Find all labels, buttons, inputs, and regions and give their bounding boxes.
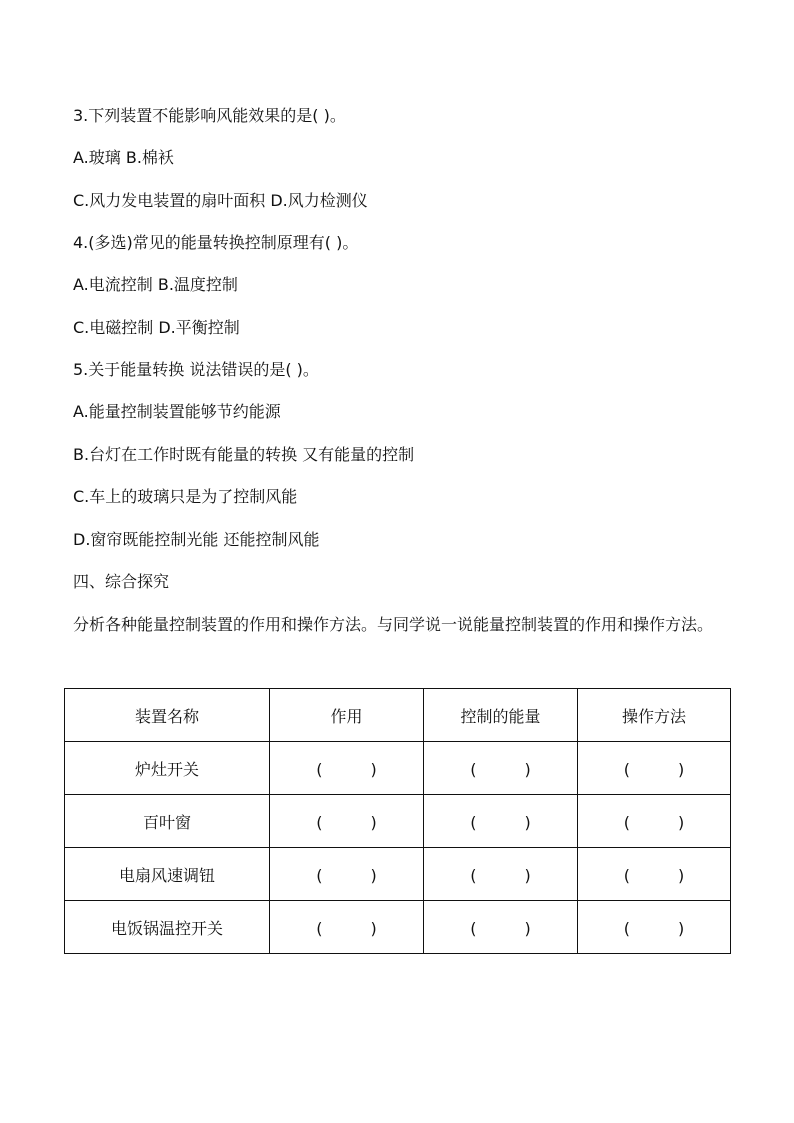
table-row — [65, 848, 731, 901]
question-3: 3.下列装置不能影响风能效果的是( )。 — [73, 106, 346, 125]
answer-blank[interactable]: ( ) — [424, 848, 578, 901]
answer-blank[interactable]: ( ) — [424, 795, 578, 848]
question-3-options-ab: A.玻璃 B.棉袄 — [73, 148, 174, 167]
question-4-options-ab: A.电流控制 B.温度控制 — [73, 275, 238, 294]
table-row — [65, 795, 731, 848]
question-4-options-cd: C.电磁控制 D.平衡控制 — [73, 318, 240, 337]
device-name-cell: 电扇风速调钮 — [65, 848, 270, 901]
section-title: 四、综合探究 — [73, 572, 170, 591]
answer-blank[interactable]: ( ) — [578, 795, 731, 848]
device-name-cell: 电饭锅温控开关 — [65, 901, 270, 954]
table-row — [65, 901, 731, 954]
table-row — [65, 742, 731, 795]
table-header-row — [65, 689, 731, 742]
answer-blank[interactable]: ( ) — [270, 742, 424, 795]
answer-blank[interactable]: ( ) — [270, 901, 424, 954]
answer-blank[interactable]: ( ) — [578, 901, 731, 954]
table-header: 控制的能量 — [424, 689, 578, 742]
question-5: 5.关于能量转换 说法错误的是( )。 — [73, 360, 319, 379]
question-5-option-c: C.车上的玻璃只是为了控制风能 — [73, 487, 298, 506]
device-name-cell: 炉灶开关 — [65, 742, 270, 795]
table-header: 作用 — [270, 689, 424, 742]
table-header: 装置名称 — [65, 689, 270, 742]
answer-blank[interactable]: ( ) — [578, 742, 731, 795]
device-table — [64, 688, 731, 954]
device-name-cell: 百叶窗 — [65, 795, 270, 848]
answer-blank[interactable]: ( ) — [270, 848, 424, 901]
question-5-option-a: A.能量控制装置能够节约能源 — [73, 402, 281, 421]
answer-blank[interactable]: ( ) — [424, 901, 578, 954]
table-header: 操作方法 — [578, 689, 731, 742]
question-5-option-d: D.窗帘既能控制光能 还能控制风能 — [73, 530, 320, 549]
question-5-option-b: B.台灯在工作时既有能量的转换 又有能量的控制 — [73, 445, 415, 464]
answer-blank[interactable]: ( ) — [578, 848, 731, 901]
instruction-paragraph: 分析各种能量控制装置的作用和操作方法。与同学说一说能量控制装置的作用和操作方法。 — [73, 615, 714, 634]
answer-blank[interactable]: ( ) — [424, 742, 578, 795]
question-3-options-cd: C.风力发电装置的扇叶面积 D.风力检测仪 — [73, 191, 368, 210]
answer-blank[interactable]: ( ) — [270, 795, 424, 848]
question-4: 4.(多选)常见的能量转换控制原理有( )。 — [73, 233, 359, 252]
